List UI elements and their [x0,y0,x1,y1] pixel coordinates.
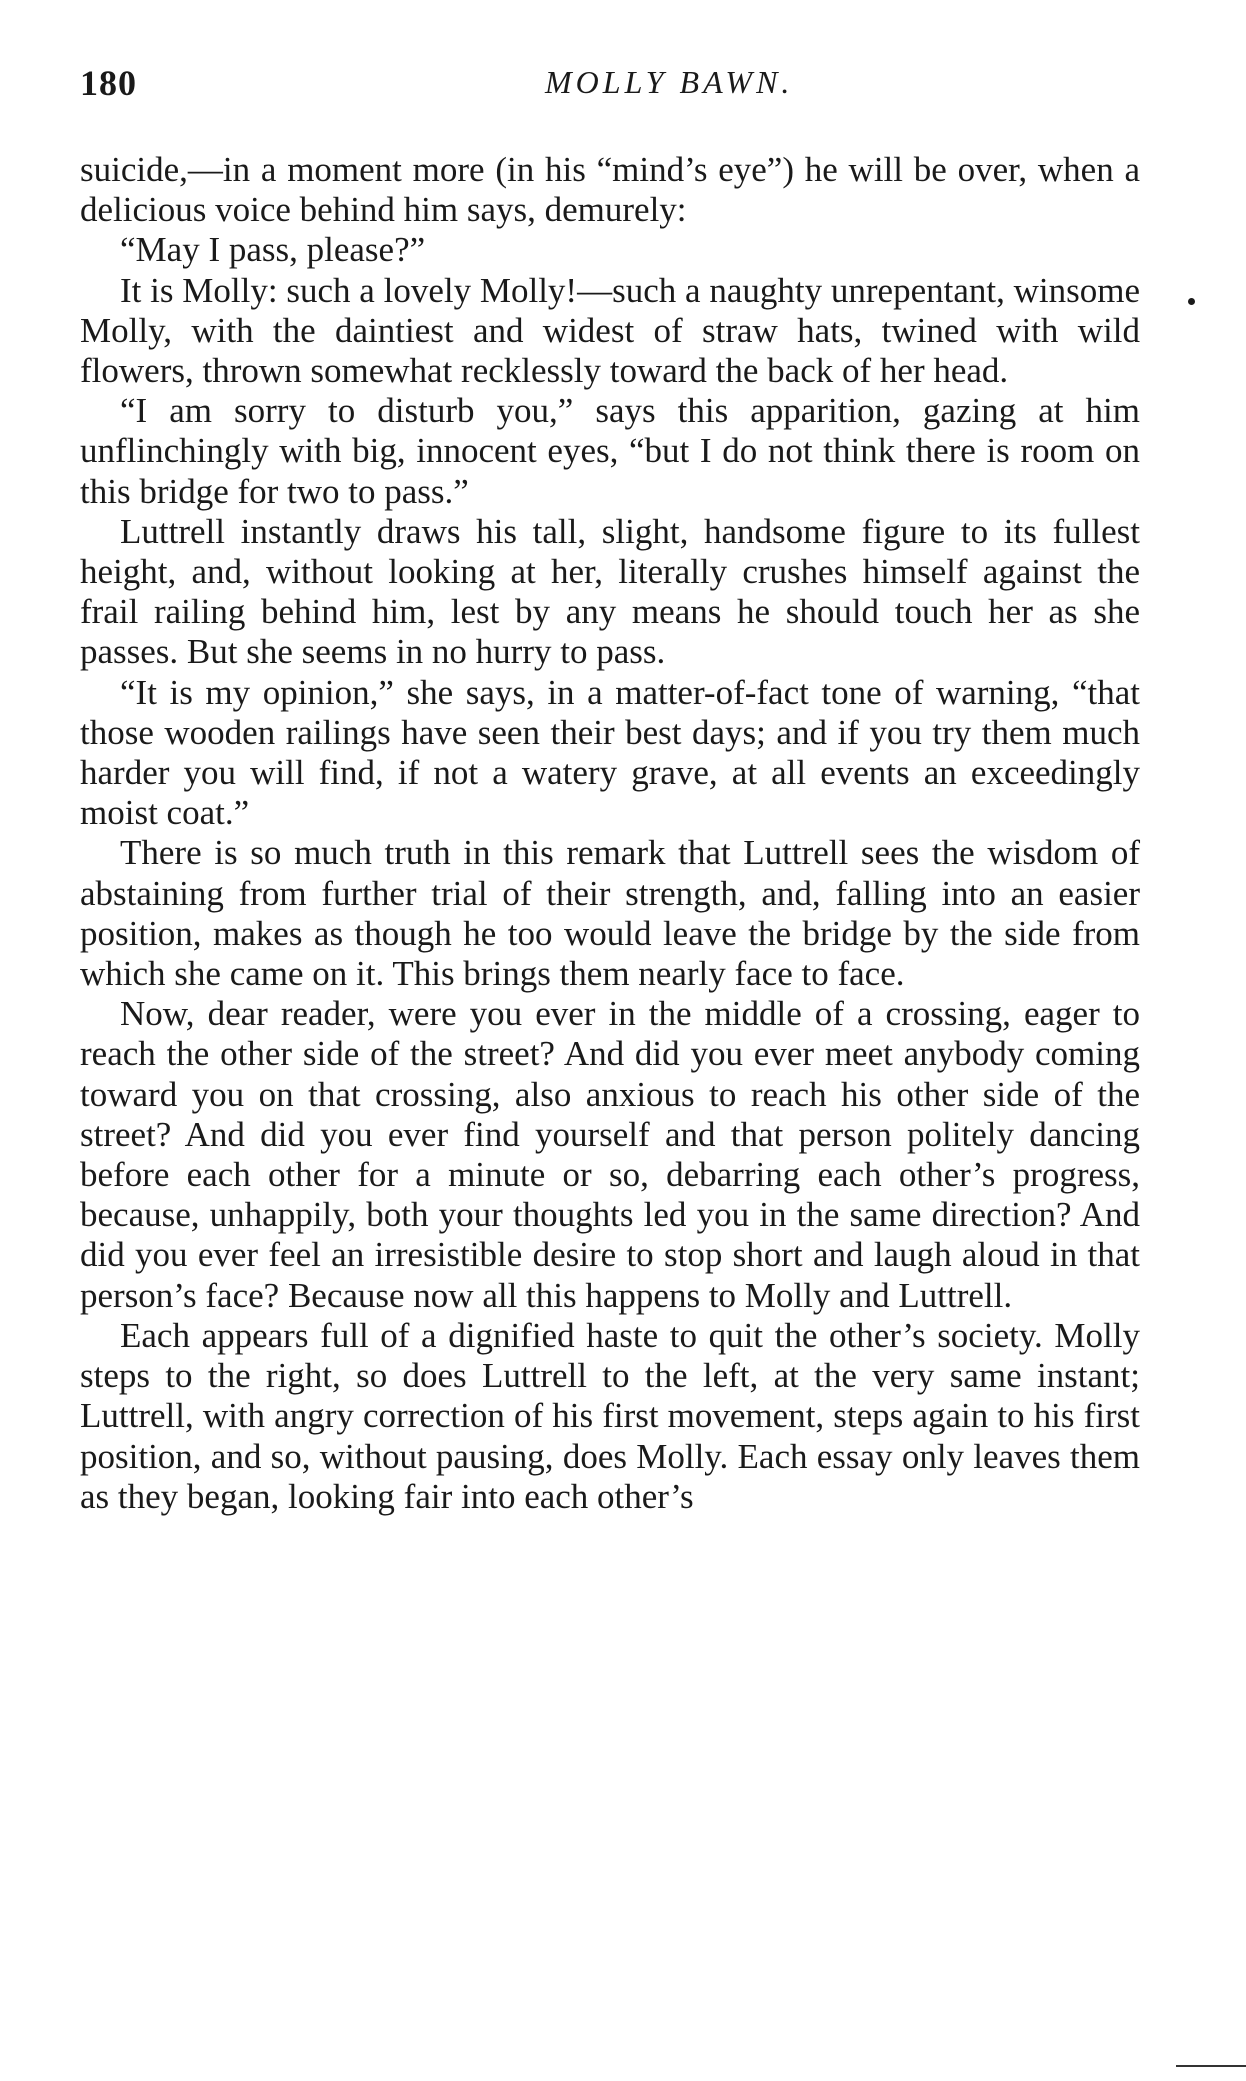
paragraph-7: There is so much truth in this remark that Luttrell sees the wisdom of abstaining from further trial of their strength, and, falling into an easier position, makes as though he too would leave the bridge by the side from which she came on it. This brings them nearly face to face. [80,833,1140,994]
paragraph-1: suicide,—in a moment more (in his “mind’s eye”) he will be over, when a delicious voice behind him says, demurely: [80,150,1140,230]
paragraph-5: Luttrell instantly draws his tall, slight, handsome figure to its fullest height, and, without looking at her, literally crushes himself against the frail railing behind him, lest by any means he should touch her as she passes. But she seems in no hurry to pass. [80,511,1140,672]
running-title: MOLLY BAWN. [545,64,794,100]
page-header [80,62,1140,112]
paragraph-2: “May I pass, please?” [120,230,426,270]
paragraph-3: It is Molly: such a lovely Molly!—such a naughty unrepentant, winsome Molly, with the daintiest and widest of straw hats, twined with wild flowers, thrown somewhat recklessly toward the back of her head. [80,270,1140,391]
paragraph-6: “It is my opinion,” she says, in a matter-of-fact tone of warning, “that those wooden railings have seen their best days; and if you try them much harder you will find, if not a watery grave, at all events an exceedingly moist coat.” [80,672,1140,833]
paragraph-9: Each appears full of a dignified haste to quit the other’s society. Molly steps to the right, so does Luttrell to the left, at the very same instant; Luttrell, with angry correction of his first movement, steps again to his first position, and so, without pausing, does Molly. Each essay only leaves them as they began, looking fair into each other’s [80,1315,1140,1516]
page-edge-mark [1176,2065,1246,2067]
body-text [80,150,1140,1517]
paragraph-8: Now, dear reader, were you ever in the middle of a crossing, eager to reach the other side of the street? And did you ever meet anybody coming toward you on that crossing, also anxious to reach his other side of the street? And did you ever find yourself and that person politely dancing before each other for a minute or so, debarring each other’s progress, because, unhappily, both your thoughts led you in the same direction? And did you ever feel an irresistible desire to stop short and laugh aloud in that person’s face? Because now all this happens to Molly and Luttrell. [80,994,1140,1315]
paragraph-4: “I am sorry to disturb you,” says this apparition, gazing at him unflinchingly with big, innocent eyes, “but I do not think there is room on this bridge for two to pass.” [80,391,1140,511]
page-number: 180 [80,63,137,103]
ink-speck [1188,298,1195,305]
